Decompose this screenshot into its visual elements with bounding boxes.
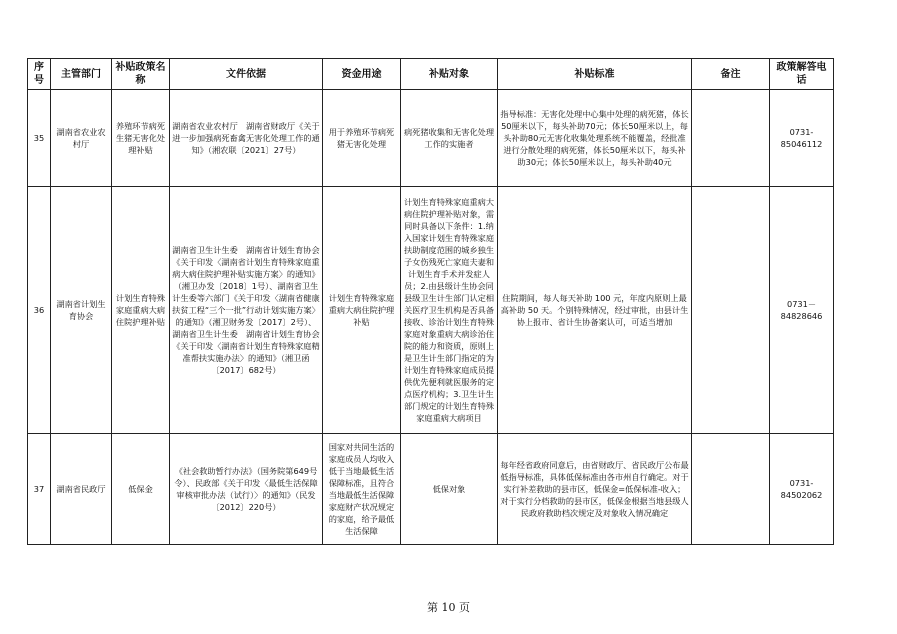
header-target: 补贴对象 xyxy=(401,59,498,90)
cell-seq: 36 xyxy=(28,187,51,434)
cell-usage: 用于养殖环节病死猪无害化处理 xyxy=(323,90,401,187)
cell-seq: 37 xyxy=(28,434,51,545)
cell-phone: 0731-85046112 xyxy=(770,90,834,187)
header-phone: 政策解答电话 xyxy=(770,59,834,90)
header-remark: 备注 xyxy=(692,59,770,90)
cell-standard: 住院期间，每人每天补助 100 元，年度内原则上最高补助 50 天。个别特殊情况，经过审批，由县计生协上报市、省计生协备案认可，可适当增加 xyxy=(498,187,692,434)
subsidy-policy-table xyxy=(27,58,834,545)
header-row xyxy=(28,59,834,90)
page-number: 第 10 页 xyxy=(427,601,470,614)
cell-phone: 0731－84828646 xyxy=(770,187,834,434)
cell-target: 病死猪收集和无害化处理工作的实施者 xyxy=(401,90,498,187)
cell-target: 低保对象 xyxy=(401,434,498,545)
header-standard: 补贴标准 xyxy=(498,59,692,90)
cell-dept: 湖南省农业农村厅 xyxy=(51,90,112,187)
header-name: 补贴政策名称 xyxy=(112,59,170,90)
table-row xyxy=(28,90,834,187)
cell-dept: 湖南省计划生育协会 xyxy=(51,187,112,434)
cell-usage xyxy=(323,434,401,545)
cell-phone: 0731-84502062 xyxy=(770,434,834,545)
cell-basis: 湖南省卫生计生委 湖南省计划生育协会《关于印发〈湖南省计划生育特殊家庭重病大病住院护理补贴实施方案〉的通知》（湘卫办发〔2018〕1号）、湖南省卫生计生委等六部门《关于印发〈湖南省健康扶贫工程“三个一批”行动计划实施方案〉的通知》（湘卫财务发〔2017〕2号）、湖南省卫生计生委 湖南省计划生育协会《关于印发〈湖南省计划生育特殊家庭精准帮扶实施办法〉的通知》（湘卫函〔2017〕682号） xyxy=(170,187,323,434)
header-usage: 资金用途 xyxy=(323,59,401,90)
cell-basis: 《社会救助暂行办法》（国务院第649号令）、民政部《关于印发〈最低生活保障审核审批办法（试行）〉的通知》（民发〔2012〕220号） xyxy=(170,434,323,545)
cell-target: 计划生育特殊家庭重病大病住院护理补贴对象，需同时具备以下条件：1.纳入国家计划生育特殊家庭扶助制度范围的城乡独生子女伤残死亡家庭夫妻和计划生育手术并发症人员；2.由县级计生协会同县级卫生计生部门认定相关医疗卫生机构是否具备接收、诊治计划生育特殊家庭对象重病大病诊治住院的能力和资质，原则上是卫生计生部门指定的为计划生育特殊家庭成员提供优先便利就医服务的定点医疗机构；3.卫生计生部门规定的计划生育特殊家庭重病大病项目 xyxy=(401,187,498,434)
cell-seq: 35 xyxy=(28,90,51,187)
table-row xyxy=(28,187,834,434)
cell-name: 低保金 xyxy=(112,434,170,545)
cell-name: 养殖环节病死生猪无害化处理补贴 xyxy=(112,90,170,187)
cell-usage-text: 国家对共同生活的家庭成员人均收入低于当地最低生活保障标准，且符合当地最低生活保障家庭财产状况规定的家庭，给予最低生活保障 xyxy=(328,442,395,536)
cell-remark xyxy=(692,187,770,434)
header-basis: 文件依据 xyxy=(170,59,323,90)
cell-standard: 每年经省政府同意后，由省财政厅、省民政厅公布最低指导标准，具体低保标准由各市州自行确定。对于实行补差救助的县市区，低保金=低保标准-收入；对于实行分档救助的县市区，低保金根据当地县级人民政府救助档次规定及对象收入情况确定 xyxy=(498,434,692,545)
cell-name: 计划生育特殊家庭重病大病住院护理补贴 xyxy=(112,187,170,434)
cell-remark xyxy=(692,90,770,187)
header-seq: 序号 xyxy=(28,59,51,90)
cell-remark xyxy=(692,434,770,545)
header-dept: 主管部门 xyxy=(51,59,112,90)
cell-dept: 湖南省民政厅 xyxy=(51,434,112,545)
cell-usage: 计划生育特殊家庭重病大病住院护理补贴 xyxy=(323,187,401,434)
cell-basis: 湖南省农业农村厅 湖南省财政厅《关于进一步加强病死畜禽无害化处理工作的通知》（湘农联〔2021〕27号） xyxy=(170,90,323,187)
table-row xyxy=(28,434,834,545)
cell-standard: 指导标准：无害化处理中心集中处理的病死猪，体长50厘米以下，每头补助70元；体长50厘米以上，每头补助80元无害化收集处理系统不能覆盖，经批准进行分散处理的病死猪，体长50厘米以下，每头补助30元；体长50厘米以上，每头补助40元 xyxy=(498,90,692,187)
